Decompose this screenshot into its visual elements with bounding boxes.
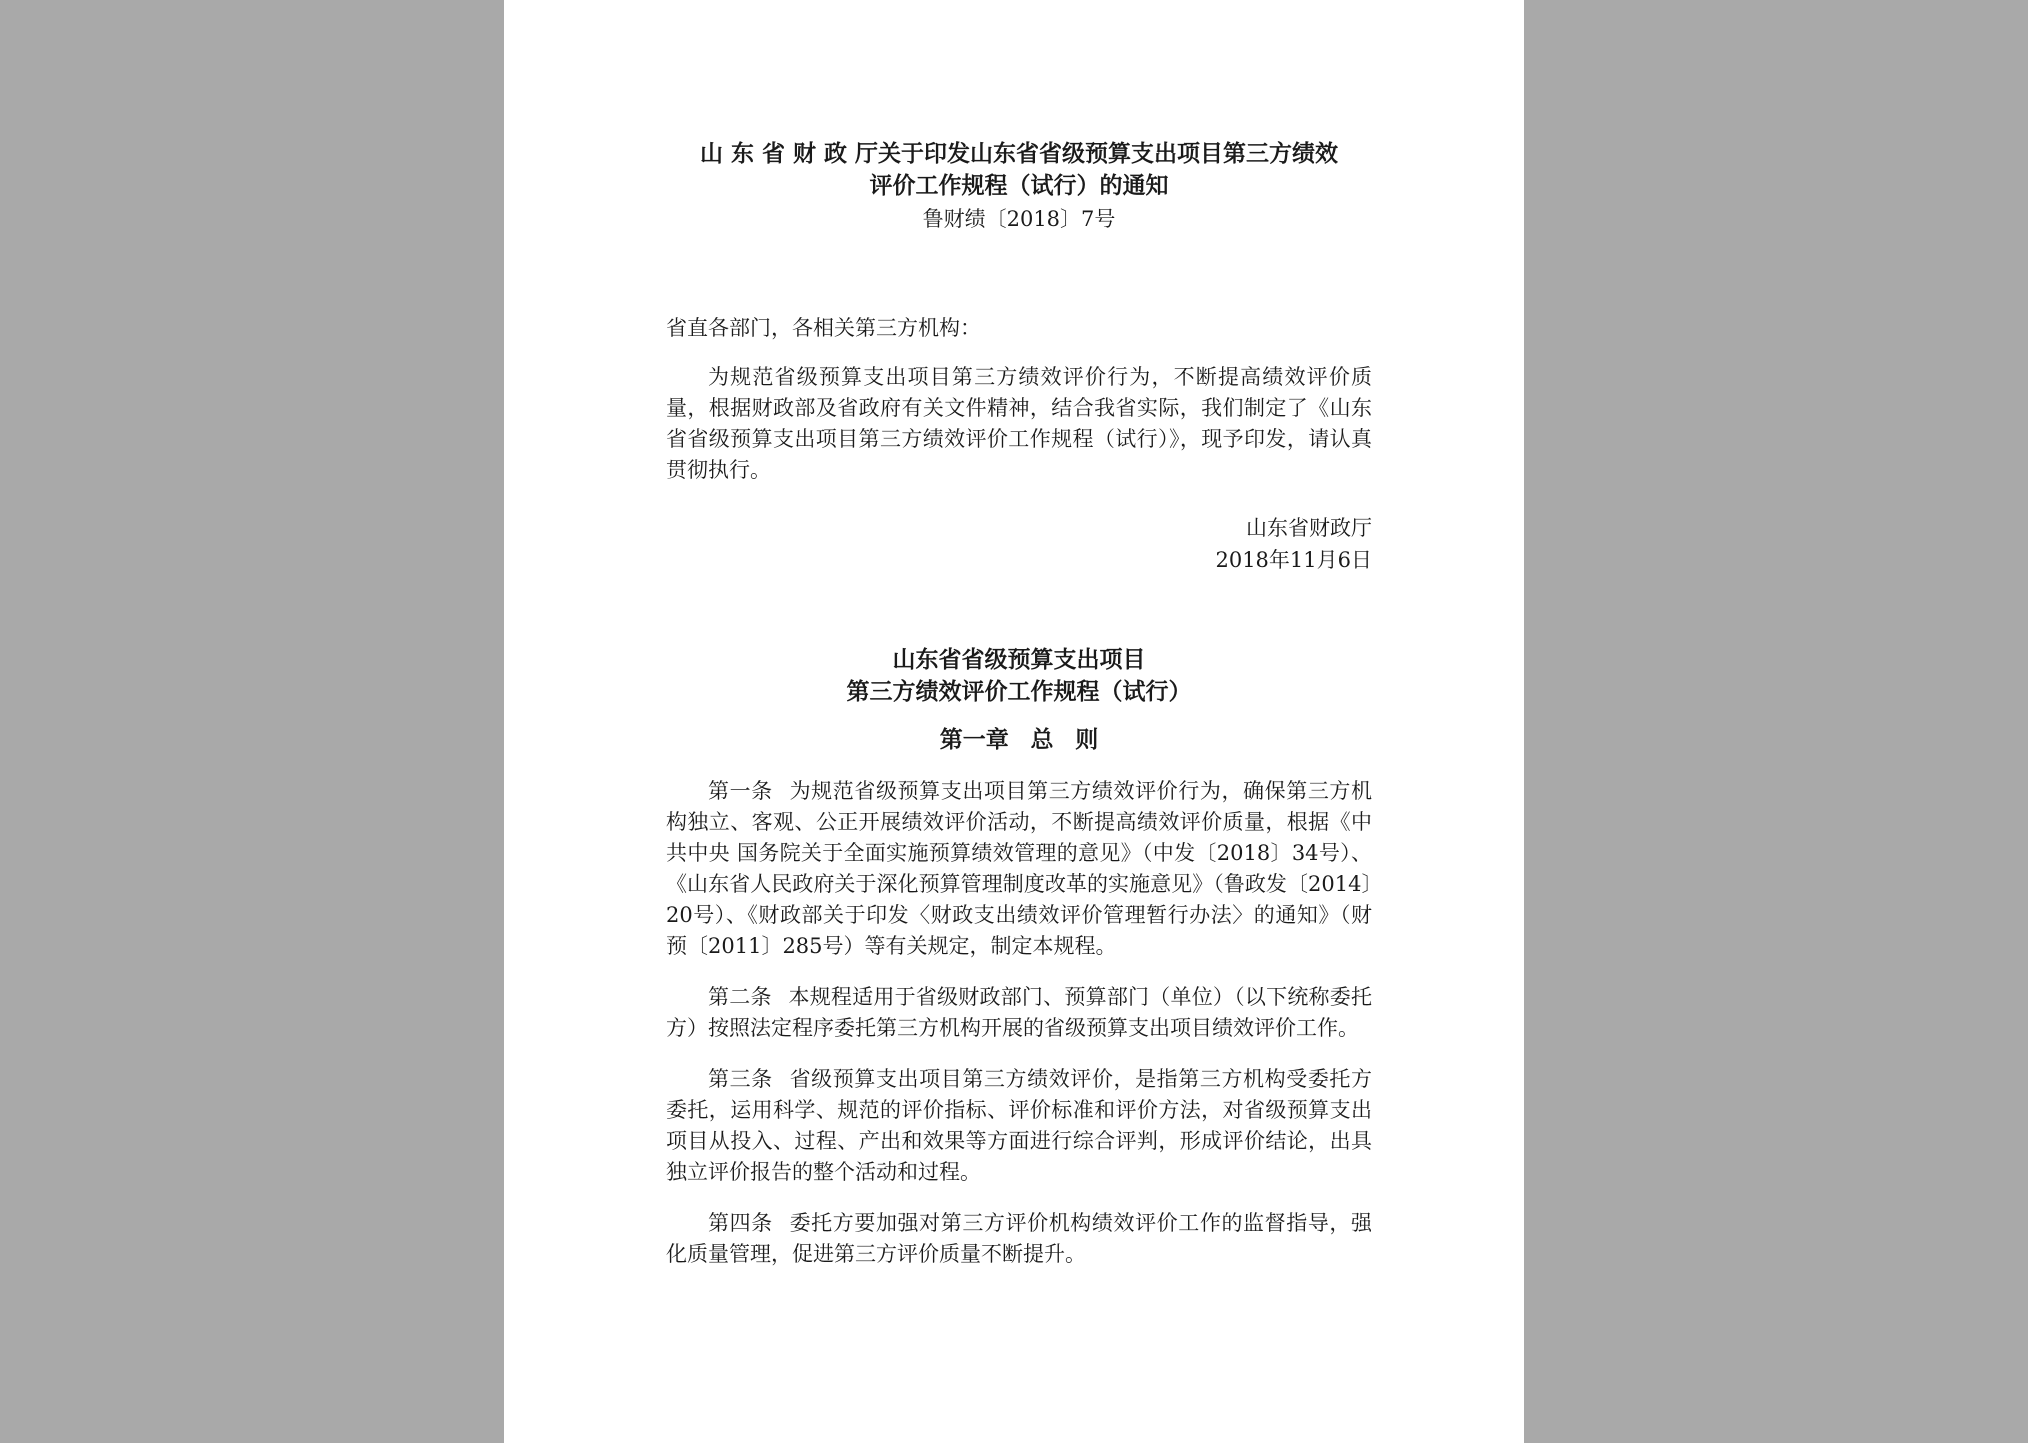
notice-title [666,138,1372,202]
article-3-text: 省级预算支出项目第三方绩效评价，是指第三方机构受委托方委托，运用科学、规范的评价指标、评价标准和评价方法，对省级预算支出项目从投入、过程、产出和效果等方面进行综合评判，形成评价结论，出具独立评价报告的整个活动和过程。 [666,1067,1372,1184]
article-1-head: 第一条 [708,779,773,803]
signature-org: 山东省财政厅 [1246,516,1372,540]
article-4-text: 委托方要加强对第三方评价机构绩效评价工作的监督指导，强化质量管理，促进第三方评价质量不断提升。 [666,1211,1372,1266]
document-number: 鲁财绩〔2018〕7号 [922,207,1116,231]
document-page [504,0,1524,1443]
article-2 [666,982,1372,1044]
article-3-head: 第三条 [708,1067,773,1091]
article-3 [666,1064,1372,1188]
signature-date: 2018年11月6日 [1215,548,1372,572]
article-1 [666,776,1372,962]
notice-title-line1: 山 东 省 财 政 厅关于印发山东省省级预算支出项目第三方绩效 [699,140,1339,167]
article-2-text: 本规程适用于省级财政部门、预算部门（单位）（以下统称委托方）按照法定程序委托第三方机构开展的省级预算支出项目绩效评价工作。 [666,985,1372,1040]
document-content [666,138,1372,1270]
rules-title-line2: 第三方绩效评价工作规程（试行） [846,678,1192,705]
rules-title [666,644,1372,708]
rules-title-line1: 山东省省级预算支出项目 [892,646,1146,673]
article-4-head: 第四条 [708,1211,773,1235]
article-4 [666,1208,1372,1270]
notice-title-line2: 评价工作规程（试行）的通知 [869,172,1169,199]
article-2-head: 第二条 [708,985,772,1009]
article-1-text: 为规范省级预算支出项目第三方绩效评价行为，确保第三方机构独立、客观、公正开展绩效评价活动，不断提高绩效评价质量，根据《中共中央 国务院关于全面实施预算绩效管理的意见》（中发〔2018〕34号）、《山东省人民政府关于深化预算管理制度改革的实施意见》（鲁政发〔2014〕20号）、《财政部关于印发〈财政支出绩效评价管理暂行办法〉的通知》（财预〔2011〕285号）等有关规定，制定本规程。 [666,779,1372,958]
salutation: 省直各部门，各相关第三方机构： [666,316,981,340]
chapter-title: 第一章 总 则 [939,726,1099,753]
notice-body: 为规范省级预算支出项目第三方绩效评价行为，不断提高绩效评价质量，根据财政部及省政府有关文件精神，结合我省实际，我们制定了《山东省省级预算支出项目第三方绩效评价工作规程（试行）》，现予印发，请认真贯彻执行。 [666,365,1372,482]
